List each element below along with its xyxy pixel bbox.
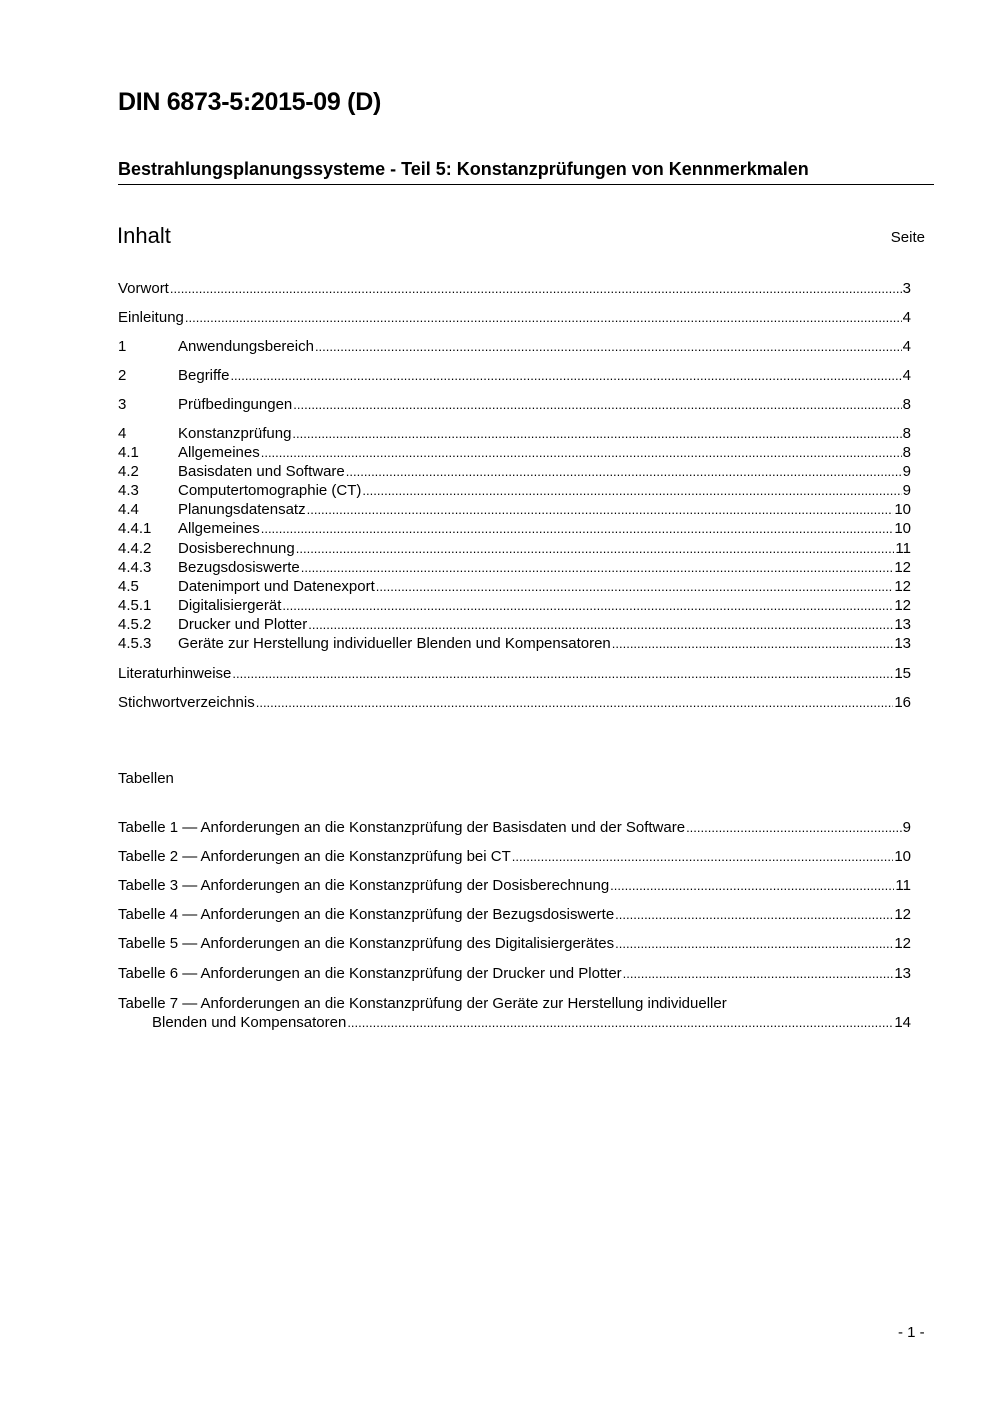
toc-leader-dots	[261, 443, 902, 462]
table-leader-dots	[686, 818, 902, 837]
table-entry-page: 14	[894, 1014, 911, 1031]
table-entry-text: Tabelle 1 — Anforderungen an die Konstanzprüfung der Basisdaten und der Software	[118, 819, 686, 836]
toc-leader-dots	[307, 500, 894, 519]
toc-leader-dots	[293, 395, 901, 414]
toc-entry-page: 12	[894, 597, 911, 614]
toc-entry-text: Begriffe	[178, 367, 230, 384]
table-entry-text: Tabelle 6 — Anforderungen an die Konstanzprüfung der Drucker und Plotter	[118, 965, 622, 982]
toc-entry-page: 12	[894, 578, 911, 595]
table-entry-5[interactable]	[118, 934, 911, 953]
toc-entry-4-4-2[interactable]	[118, 539, 911, 558]
toc-entry-text: Geräte zur Herstellung individueller Blenden und Kompensatoren	[178, 635, 611, 652]
toc-entry-page: 8	[902, 444, 911, 461]
toc-entry-number: 4.4	[118, 501, 139, 518]
toc-entry-number: 4.5	[118, 578, 139, 595]
toc-entry-1[interactable]	[118, 337, 911, 356]
toc-entry-4-5-2[interactable]	[118, 615, 911, 634]
toc-entry-page: 8	[902, 425, 911, 442]
table-entry-1[interactable]	[118, 818, 911, 837]
toc-entry-page: 4	[902, 367, 911, 384]
table-entry-page: 13	[894, 965, 911, 982]
toc-entry-page: 3	[902, 280, 911, 297]
toc-leader-dots	[612, 634, 894, 653]
toc-leader-dots	[315, 337, 902, 356]
toc-entry-page: 10	[894, 501, 911, 518]
contents-heading: Inhalt	[117, 223, 171, 248]
toc-entry-text: Allgemeines	[178, 520, 260, 537]
table-entry-text: Tabelle 2 — Anforderungen an die Konstanzprüfung bei CT	[118, 848, 511, 865]
toc-entry-text: Computertomographie (CT)	[178, 482, 362, 499]
toc-entry-text: Drucker und Plotter	[178, 616, 308, 633]
table-entry-text: Tabelle 3 — Anforderungen an die Konstanzprüfung der Dosisberechnung	[118, 877, 610, 894]
toc-leader-dots	[346, 462, 902, 481]
document-title: Bestrahlungsplanungssysteme - Teil 5: Konstanzprüfungen von Kennmerkmalen	[118, 159, 934, 185]
table-entry-page: 11	[895, 877, 911, 894]
table-leader-dots	[347, 1013, 893, 1032]
toc-entry-number: 4.4.1	[118, 520, 152, 537]
toc-entry-number: 1	[118, 338, 127, 355]
tables-heading: Tabellen	[118, 770, 174, 787]
table-entry-page: 10	[894, 848, 911, 865]
toc-entry-4-5-1[interactable]	[118, 596, 911, 615]
toc-entry-text: Literaturhinweise	[118, 665, 232, 682]
toc-entry-text: Planungsdatensatz	[178, 501, 306, 518]
table-entry-text: Tabelle 4 — Anforderungen an die Konstanzprüfung der Bezugsdosiswerte	[118, 906, 615, 923]
toc-entry-page: 15	[894, 665, 911, 682]
toc-entry-page: 9	[902, 482, 911, 499]
toc-entry-stichwortverzeichnis[interactable]	[118, 693, 911, 712]
toc-entry-4-4-3[interactable]	[118, 558, 911, 577]
toc-entry-number: 2	[118, 367, 127, 384]
toc-entry-number: 3	[118, 396, 127, 413]
toc-entry-text: Basisdaten und Software	[178, 463, 345, 480]
toc-leader-dots	[230, 366, 901, 385]
toc-entry-4[interactable]	[118, 424, 911, 443]
toc-entry-4-4[interactable]	[118, 500, 911, 519]
toc-entry-number: 4.4.3	[118, 559, 152, 576]
table-leader-dots	[615, 905, 893, 924]
toc-entry-page: 13	[894, 616, 911, 633]
toc-entry-page: 11	[895, 540, 911, 557]
toc-leader-dots	[301, 558, 894, 577]
document-id: DIN 6873-5:2015-09 (D)	[118, 88, 381, 116]
toc-entry-number: 4.5.3	[118, 635, 152, 652]
toc-entry-4-4-1[interactable]	[118, 519, 911, 538]
table-entry-text: Tabelle 5 — Anforderungen an die Konstanzprüfung des Digitalisiergerätes	[118, 935, 615, 952]
table-entry-7[interactable]	[152, 1013, 911, 1032]
toc-entry-number: 4.3	[118, 482, 139, 499]
toc-entry-number: 4.5.2	[118, 616, 152, 633]
table-leader-dots	[623, 964, 894, 983]
toc-entry-4-5[interactable]	[118, 577, 911, 596]
toc-entry-page: 16	[894, 694, 911, 711]
table-entry-page: 9	[902, 819, 911, 836]
toc-entry-text: Bezugsdosiswerte	[178, 559, 300, 576]
toc-entry-number: 4.2	[118, 463, 139, 480]
table-leader-dots	[610, 876, 894, 895]
toc-entry-text: Dosisberechnung	[178, 540, 295, 557]
table-entry-page: 12	[894, 935, 911, 952]
toc-leader-dots	[170, 279, 902, 298]
table-leader-dots	[615, 934, 893, 953]
toc-entry-page: 12	[894, 559, 911, 576]
toc-leader-dots	[362, 481, 901, 500]
toc-entry-3[interactable]	[118, 395, 911, 414]
toc-entry-text: Einleitung	[118, 309, 184, 326]
toc-entry-page: 9	[902, 463, 911, 480]
toc-entry-4-3[interactable]	[118, 481, 911, 500]
toc-entry-text: Stichwortverzeichnis	[118, 694, 255, 711]
toc-entry-einleitung[interactable]	[118, 308, 911, 327]
toc-entry-text: Prüfbedingungen	[178, 396, 293, 413]
toc-entry-number: 4.4.2	[118, 540, 152, 557]
table-entry-page: 12	[894, 906, 911, 923]
table-entry-text: Blenden und Kompensatoren	[152, 1014, 347, 1031]
toc-entry-number: 4	[118, 425, 127, 442]
toc-leader-dots	[232, 664, 893, 683]
toc-entry-4-1[interactable]	[118, 443, 911, 462]
toc-leader-dots	[256, 693, 894, 712]
toc-entry-text: Allgemeines	[178, 444, 260, 461]
toc-leader-dots	[185, 308, 902, 327]
table-entry-3[interactable]	[118, 876, 911, 895]
toc-leader-dots	[308, 615, 893, 634]
toc-entry-4-2[interactable]	[118, 462, 911, 481]
toc-entry-text: Anwendungsbereich	[178, 338, 314, 355]
table-entry-2[interactable]	[118, 847, 911, 866]
toc-leader-dots	[282, 596, 893, 615]
toc-entry-text: Vorwort	[118, 280, 169, 297]
page-number: - 1 -	[898, 1324, 925, 1341]
table-entry-7-line1[interactable]: Tabelle 7 — Anforderungen an die Konstanzprüfung der Geräte zur Herstellung individueller	[118, 995, 727, 1012]
page-column-heading: Seite	[890, 229, 925, 246]
toc-leader-dots	[296, 539, 895, 558]
table-entry-6[interactable]	[118, 964, 911, 983]
toc-entry-page: 13	[894, 635, 911, 652]
toc-entry-text: Datenimport und Datenexport	[178, 578, 375, 595]
toc-leader-dots	[261, 519, 894, 538]
toc-entry-text: Konstanzprüfung	[178, 425, 292, 442]
toc-entry-literaturhinweise[interactable]	[118, 664, 911, 683]
toc-entry-page: 8	[902, 396, 911, 413]
toc-entry-page: 4	[902, 338, 911, 355]
toc-entry-4-5-3[interactable]	[118, 634, 911, 653]
toc-entry-page: 10	[894, 520, 911, 537]
toc-entry-vorwort[interactable]	[118, 279, 911, 298]
toc-entry-number: 4.1	[118, 444, 139, 461]
toc-leader-dots	[292, 424, 901, 443]
toc-entry-text: Digitalisiergerät	[178, 597, 282, 614]
toc-entry-2[interactable]	[118, 366, 911, 385]
toc-entry-page: 4	[902, 309, 911, 326]
table-entry-4[interactable]	[118, 905, 911, 924]
toc-entry-number: 4.5.1	[118, 597, 152, 614]
toc-leader-dots	[376, 577, 894, 596]
table-leader-dots	[512, 847, 894, 866]
